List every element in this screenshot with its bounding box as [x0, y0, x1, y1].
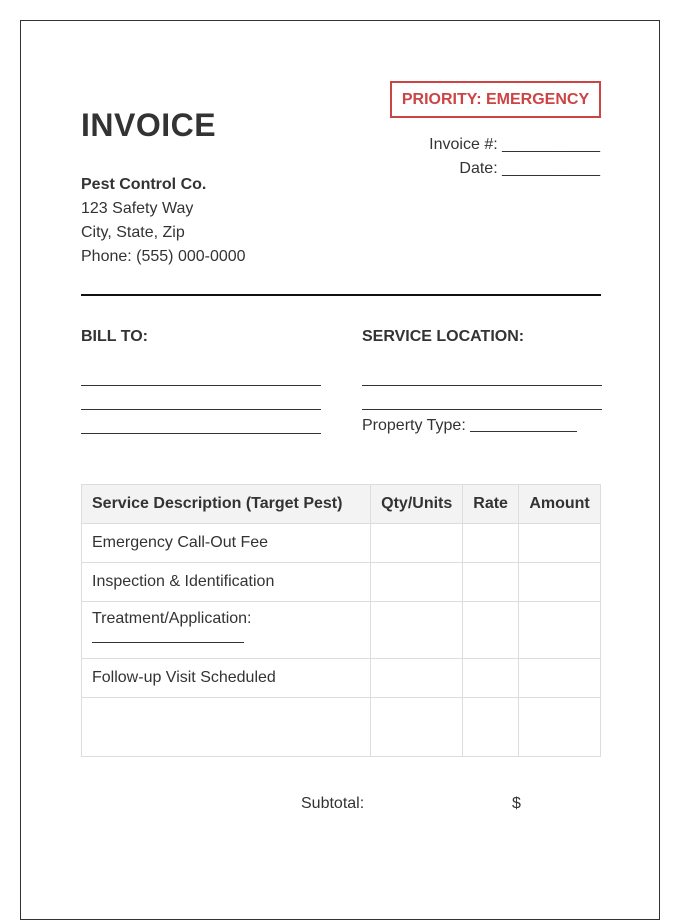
property-type-field[interactable] — [362, 417, 577, 435]
invoice-number-blank: ___________ — [502, 136, 600, 153]
row-description: Inspection & Identification — [82, 563, 371, 602]
table-row — [82, 563, 601, 602]
bill-to-heading: BILL TO: — [81, 328, 148, 345]
date-field[interactable] — [459, 160, 600, 178]
row-qty[interactable] — [371, 524, 463, 563]
header-qty: Qty/Units — [371, 485, 463, 524]
service-location-line-1[interactable] — [362, 385, 602, 386]
row-qty[interactable] — [371, 602, 463, 659]
row-qty[interactable] — [371, 659, 463, 698]
header-description: Service Description (Target Pest) — [82, 485, 371, 524]
subtotal-currency: $ — [512, 795, 521, 812]
company-info — [81, 173, 246, 269]
row-rate[interactable] — [463, 698, 519, 757]
row-description-treatment — [82, 602, 371, 659]
invoice-sheet — [20, 20, 660, 920]
row-description: Emergency Call-Out Fee — [82, 524, 371, 563]
company-name: Pest Control Co. — [81, 176, 207, 193]
bill-to-line-1[interactable] — [81, 385, 321, 386]
row-amount[interactable] — [519, 659, 601, 698]
treatment-label: Treatment/Application: — [92, 610, 252, 627]
company-city: City, State, Zip — [81, 224, 185, 241]
row-amount[interactable] — [519, 563, 601, 602]
row-rate[interactable] — [463, 524, 519, 563]
row-qty[interactable] — [371, 563, 463, 602]
company-phone: Phone: (555) 000-0000 — [81, 248, 246, 265]
table-row — [82, 602, 601, 659]
invoice-number-field[interactable] — [429, 136, 600, 154]
row-amount[interactable] — [519, 698, 601, 757]
bill-to-line-3[interactable] — [81, 433, 321, 434]
table-row — [82, 698, 601, 757]
service-location-line-2[interactable] — [362, 409, 602, 410]
priority-badge: PRIORITY: EMERGENCY — [390, 81, 601, 118]
row-description: Follow-up Visit Scheduled — [82, 659, 371, 698]
property-type-label: Property Type: — [362, 417, 466, 434]
invoice-title: INVOICE — [81, 107, 217, 143]
property-type-blank — [470, 431, 577, 432]
row-rate[interactable] — [463, 563, 519, 602]
header-divider — [81, 294, 601, 296]
invoice-number-label: Invoice #: — [429, 136, 498, 153]
date-label: Date: — [459, 160, 498, 177]
services-table — [81, 484, 601, 757]
row-qty[interactable] — [371, 698, 463, 757]
row-description[interactable] — [82, 698, 371, 757]
row-rate[interactable] — [463, 659, 519, 698]
header-rate: Rate — [463, 485, 519, 524]
company-address: 123 Safety Way — [81, 200, 194, 217]
table-row — [82, 659, 601, 698]
service-location-heading: SERVICE LOCATION: — [362, 328, 525, 345]
row-rate[interactable] — [463, 602, 519, 659]
row-amount[interactable] — [519, 524, 601, 563]
subtotal-label: Subtotal: — [301, 795, 365, 812]
table-row — [82, 524, 601, 563]
table-header-row — [82, 485, 601, 524]
treatment-blank[interactable] — [92, 628, 244, 643]
row-amount[interactable] — [519, 602, 601, 659]
date-blank: ___________ — [502, 160, 600, 177]
header-amount: Amount — [519, 485, 601, 524]
bill-to-line-2[interactable] — [81, 409, 321, 410]
